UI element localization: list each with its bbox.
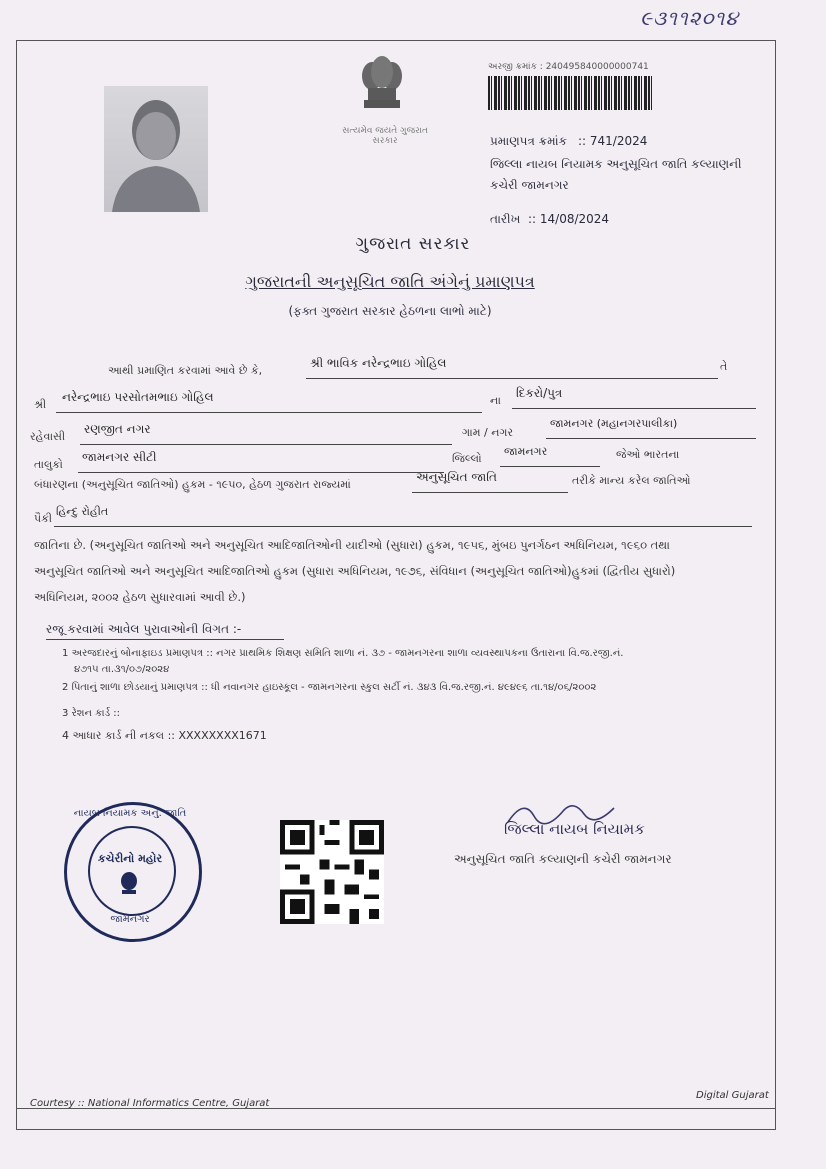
seal-emblem-icon xyxy=(114,868,144,902)
relation-field xyxy=(512,386,756,409)
cert-no-label: પ્રમાણપત્ર ક્રમાંક xyxy=(490,134,568,148)
sub-caste: હિન્દુ રોહીત xyxy=(56,505,109,518)
applicant-name-field xyxy=(306,356,718,379)
evidence-item xyxy=(62,728,762,744)
evidence-heading: રજૂ કરવામાં આવેલ પુરાવાઓની વિગત :- xyxy=(46,622,284,640)
emblem-caption: સત્યમેવ જયતે ગુજરાત સરકાર xyxy=(342,126,428,146)
certificate-subtitle: (ફક્ત ગુજરાત સરકાર હેઠળના લાભો માટે) xyxy=(288,304,492,318)
sub-caste-field xyxy=(54,504,752,527)
qr-code xyxy=(280,820,384,924)
seal-center-text: કચેરીનો મહોર xyxy=(97,852,163,865)
legal-paragraph xyxy=(34,532,774,610)
relation: દિકરો/પુત્ર xyxy=(516,386,563,400)
barcode xyxy=(488,76,654,110)
barcode-label: અરજી ક્રમાંક : 240495840000000741 xyxy=(488,62,649,72)
certify-label: આથી પ્રમાણિત કરવામાં આવે છે કે, xyxy=(108,364,263,377)
item-text: આધાર કાર્ડ ની નકલ :: XXXXXXXX1671 xyxy=(72,729,267,742)
evidence-item xyxy=(62,646,762,662)
legal-line-2: અનુસૂચિત જાતિઓ અને અનુસૂચિત આદિજાતિઓ હુકમ (સુધારા અધિનિયમ, ૧૯૭૬, સંવિધાન (અનુસૂચિત જાતિઓ)હુકમાં (દ્વિતીય સુધારો) xyxy=(34,564,676,578)
evidence-item xyxy=(62,706,762,722)
na-label: ના xyxy=(490,394,501,407)
te-label: તે xyxy=(720,360,728,373)
district-field xyxy=(500,444,600,467)
evidence-item xyxy=(62,680,762,696)
taluka: જામનગર સીટી xyxy=(82,450,157,464)
evidence-item-cont: ૪૭૧૫ તા.૩૧/૦૭/૨૦૨૪ xyxy=(74,664,170,675)
footer-courtesy: Courtesy :: National Informatics Centre, Gujarat xyxy=(30,1098,270,1109)
village-label: ગામ / નગર xyxy=(462,426,514,439)
legal-line-1: જાતિના છે. (અનુસૂચિત જાતિઓ અને અનુસૂચિત આદિજાતિઓની યાદીઓ (સુધારા) હુકમ, ૧૯૫૬, મુંબઇ પુનર્ગઠન અધિનિયમ, ૧૯૬૦ તથા xyxy=(34,538,670,552)
constitution-label: બંધારણના (અનુસૂચિત જાતિઓ) હુકમ - ૧૯૫૦, હેઠળ ગુજરાત રાજ્યમાં xyxy=(34,478,351,491)
certificate-title: ગુજરાતની અનુસૂચિત જાતિ અંગેનું પ્રમાણપત્ર xyxy=(245,272,535,291)
item-number: 1 xyxy=(62,648,69,659)
legal-line-3: અધિનિયમ, ૨૦૦૨ હેઠળ સુધારવામાં આવી છે.) xyxy=(34,590,246,604)
caste: અનુસૂચિત જાતિ xyxy=(416,470,497,484)
item-number: 2 xyxy=(62,682,69,693)
office-line-2: કચેરી જામનગર xyxy=(490,178,569,192)
handwritten-number: ૯૩૧૧૨૦૧૪ xyxy=(640,6,739,30)
resident-label: રહેવાસી xyxy=(30,430,66,443)
district-label: જિલ્લો xyxy=(452,452,482,465)
seal-bottom-text: જામનગર xyxy=(110,914,150,925)
district: જામનગર xyxy=(504,445,548,458)
who-label: જેઓ ભારતના xyxy=(616,448,680,461)
signatory-title: જિલ્લા નાયબ નિયામક xyxy=(504,820,645,838)
resident-field xyxy=(80,422,452,445)
date-value: :: 14/08/2024 xyxy=(528,212,610,226)
shri-label: શ્રી xyxy=(34,398,47,411)
father-name: નરેન્દ્રભાઇ પરસોતમભાઇ ગોહિલ xyxy=(62,390,214,404)
seal-ring-text: નાયબ નિયામક અનુ. જાતિ xyxy=(73,808,187,819)
signatory-office: અનુસૂચિત જાતિ કલ્યાણની કચેરી જામનગર xyxy=(454,852,672,866)
date-label: તારીખ xyxy=(490,212,521,226)
govt-title: ગુજરાત સરકાર xyxy=(355,234,471,254)
item-text: પિતાનું શાળા છોડયાનું પ્રમાણપત્ર :: ધી નવાનગર હાઇસ્કૂલ - જામનગરના સ્કુલ સર્ટી નં. ૩૪૩ વિ.જ.રજી.નં. ૪૯૪૯૬ તા.૧૪/૦૬/૨૦૦૨ xyxy=(71,682,597,693)
footer-brand: Digital Gujarat xyxy=(696,1090,769,1101)
village-field xyxy=(546,416,756,439)
cert-no-value: :: 741/2024 xyxy=(578,134,648,148)
national-emblem-icon xyxy=(346,46,418,124)
caste-field xyxy=(412,470,568,493)
item-number: 3 xyxy=(62,708,69,719)
evidence-list xyxy=(62,646,762,744)
taluka-label: તાલુકો xyxy=(34,458,63,471)
resident: રણજીત નગર xyxy=(84,422,151,436)
peta-label: પૈકી xyxy=(34,512,53,525)
taluka-field xyxy=(78,450,444,473)
father-name-field xyxy=(56,390,482,413)
office-line-1: જિલ્લા નાયબ નિયામક અનુસૂચિત જાતિ કલ્યાણની xyxy=(490,157,742,171)
item-text: અરજદારનું બોનાફાઇડ પ્રમાણપત્ર :: નગર પ્રાથમિક શિક્ષણ સમિતિ શાળા નં. ૩૭ - જામનગરના શાળા વ્યવસ્થાપકના ઉતારાના વિ.જ.રજી.નં. xyxy=(71,648,624,659)
applicant-photo xyxy=(104,86,208,212)
applicant-name: શ્રી ભાવિક નરેન્દ્રભાઇ ગોહિલ xyxy=(310,356,447,370)
village: જામનગર (મહાનગરપાલીકા) xyxy=(550,417,678,430)
recognized-label: તરીકે માન્ય કરેલ જાતિઓ xyxy=(572,474,691,487)
item-text: રેશન કાર્ડ :: xyxy=(71,708,120,719)
item-number: 4 xyxy=(62,729,69,742)
